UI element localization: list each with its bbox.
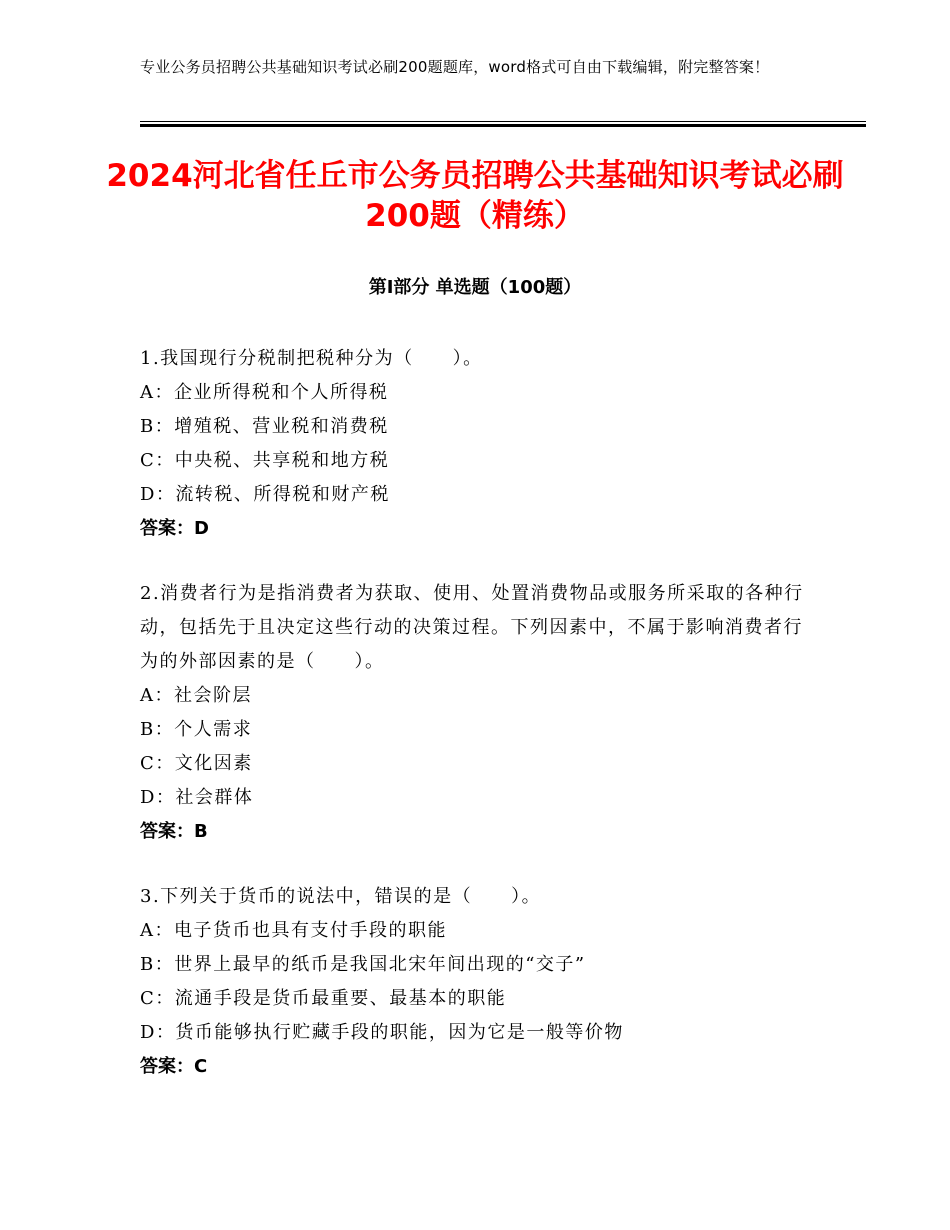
- option-a: A：电子货币也具有支付手段的职能: [140, 920, 447, 941]
- document-title: 2024河北省任丘市公务员招聘公共基础知识考试必刷200题（精练）: [106, 158, 844, 234]
- option-b: B：个人需求: [140, 719, 253, 740]
- question-list: [140, 342, 810, 1115]
- question-text: 2.消费者行为是指消费者为获取、使用、处置消费物品或服务所采取的各种行动，包括先于且决定这些行动的决策过程。下列因素中，不属于影响消费者行为的外部因素的是（ ）。: [140, 583, 804, 672]
- answer: 答案：D: [140, 518, 209, 539]
- header-divider-thick: [140, 124, 866, 127]
- question-3: [140, 880, 810, 1084]
- section-title: 第Ⅰ部分 单选题（100题）: [368, 277, 582, 298]
- option-a: A：企业所得税和个人所得税: [140, 382, 389, 403]
- header-note: 专业公务员招聘公共基础知识考试必刷200题题库，word格式可自由下载编辑，附完整答案！: [140, 58, 770, 76]
- answer: 答案：B: [140, 821, 208, 842]
- option-d: D：流转税、所得税和财产税: [140, 484, 390, 505]
- question-text: 3.下列关于货币的说法中，错误的是（ ）。: [140, 886, 542, 907]
- option-b: B：世界上最早的纸币是我国北宋年间出现的“交子”: [140, 954, 586, 975]
- question-2: [140, 577, 810, 849]
- option-d: D：货币能够执行贮藏手段的职能，因为它是一般等价物: [140, 1022, 624, 1043]
- option-c: C：文化因素: [140, 753, 253, 774]
- option-d: D：社会群体: [140, 787, 254, 808]
- option-c: C：流通手段是货币最重要、最基本的职能: [140, 988, 507, 1009]
- answer: 答案：C: [140, 1056, 208, 1077]
- question-text: 1.我国现行分税制把税种分为（ ）。: [140, 348, 483, 369]
- option-a: A：社会阶层: [140, 685, 252, 706]
- option-c: C：中央税、共享税和地方税: [140, 450, 390, 471]
- option-b: B：增殖税、营业税和消费税: [140, 416, 389, 437]
- header-divider-thin: [140, 121, 866, 122]
- question-1: [140, 342, 810, 546]
